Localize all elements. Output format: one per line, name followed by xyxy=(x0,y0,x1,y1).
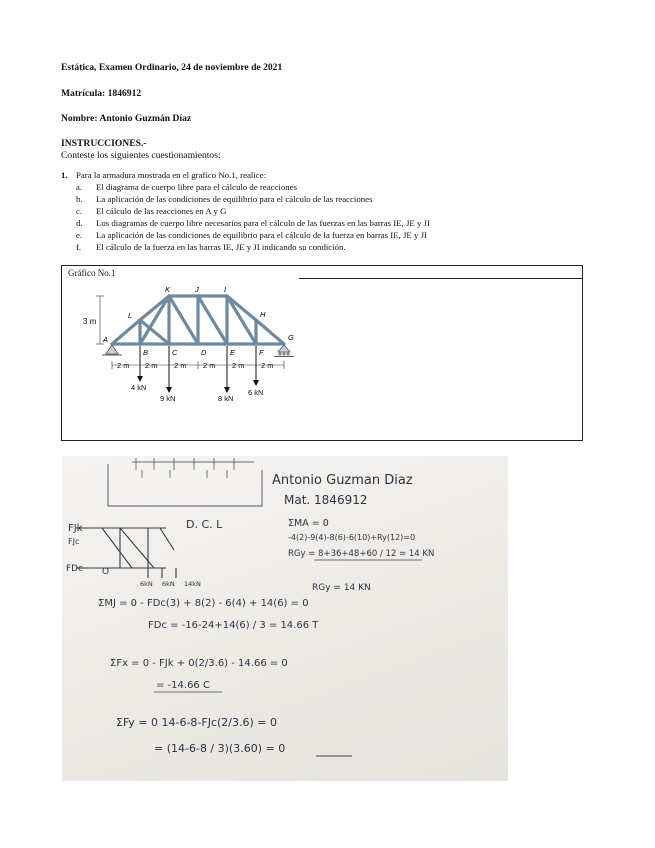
item-text: La aplicación de las condiciones de equilibrio para el cálculo de las reacciones xyxy=(96,194,373,204)
handwritten-notes xyxy=(62,456,508,781)
item-letter: a. xyxy=(76,182,83,192)
load-label: 9 kN xyxy=(160,394,176,403)
item-text: La aplicación de las condiciones de equilibrio para el cálculo de la fuerza en barras IE, JE y JI xyxy=(96,230,427,240)
hw-sum-m: ΣMA = 0 xyxy=(288,518,329,529)
height-label: 3 m xyxy=(83,317,97,326)
hw-mj: ΣMJ = 0 - FDc(3) + 8(2) - 6(4) + 14(6) = 0 xyxy=(98,598,309,609)
item-text: Los diagramas de cuerpo libre necesarios para el cálculo de las fuerzas en las barras IE, JE y JI xyxy=(96,218,430,228)
node-label: I xyxy=(224,285,227,294)
spacing-label: 2 m xyxy=(261,361,274,370)
hw-small-load: 14kN xyxy=(184,580,201,588)
item-text: El cálculo de las reacciones en A y G xyxy=(96,206,227,216)
hw-fdc-label: FDc xyxy=(66,564,84,574)
instructions-heading: INSTRUCCIONES.- xyxy=(61,138,147,149)
hw-fx-result: = -14.66 C xyxy=(156,680,210,691)
hw-fjk: FJk xyxy=(68,523,83,534)
truss-diagram xyxy=(72,284,372,434)
hw-matricula: Mat. 1846912 xyxy=(284,493,368,507)
item-letter: e. xyxy=(76,230,83,240)
hw-eq1: -4(2)-9(4)-8(6)-6(10)+Ry(12)=0 xyxy=(288,533,416,542)
item-letter: f. xyxy=(76,242,82,252)
spacing-label: 2 m xyxy=(232,361,245,370)
load-label: 6 kN xyxy=(248,388,264,397)
load-label: 8 kN xyxy=(218,394,234,403)
spacing-label: 2 m xyxy=(117,361,130,370)
figure-caption: Gráfico No.1 xyxy=(68,268,116,278)
item-letter: d. xyxy=(76,218,83,228)
hw-small-load: 6kN xyxy=(162,580,175,588)
hw-fx: ΣFx = 0 - FJk + 0(2/3.6) - 14.66 = 0 xyxy=(110,658,288,669)
spacing-label: 2 m xyxy=(174,361,187,370)
student-name: Nombre: Antonio Guzmán Díaz xyxy=(61,113,192,124)
question-text: Para la armadura mostrada en el grafico No.1, realice: xyxy=(76,170,267,180)
hw-o-label: O xyxy=(102,567,110,577)
hw-rgy: RGy = 14 KN xyxy=(312,583,371,593)
node-label: F xyxy=(259,348,264,357)
matricula: Matrícula: 1846912 xyxy=(61,88,142,99)
hw-fy-result: = (14-6-8 / 3)(3.60) = 0 xyxy=(154,742,286,755)
item-letter: b. xyxy=(76,194,83,204)
node-label: J xyxy=(195,285,199,294)
node-label: E xyxy=(230,348,236,357)
caption-divider xyxy=(299,278,582,279)
hw-small-load: 6kN xyxy=(140,580,153,588)
hw-fjc: FJc xyxy=(68,537,80,546)
hw-name: Antonio Guzman Diaz xyxy=(272,473,413,488)
hw-fdc: FDc = -16-24+14(6) / 3 = 14.66 T xyxy=(148,620,319,631)
hw-dcl: D. C. L xyxy=(186,518,223,531)
item-text: El cálculo de la fuerza en las barras IE, JE y JI indicando su condición. xyxy=(96,242,346,252)
item-text: El diagrama de cuerpo libre para el cálculo de reacciones xyxy=(96,182,297,192)
exam-title: Estática, Examen Ordinario, 24 de noviembre de 2021 xyxy=(61,62,283,73)
node-label: C xyxy=(172,348,178,357)
node-label: L xyxy=(128,311,133,320)
node-label: H xyxy=(260,310,266,319)
instructions-text: Conteste los siguientes cuestionamientos: xyxy=(61,150,221,161)
load-label: 4 kN xyxy=(131,383,147,392)
question-number: 1. xyxy=(61,170,68,180)
item-letter: c. xyxy=(76,206,83,216)
node-label: A xyxy=(103,335,109,344)
node-label: K xyxy=(165,285,171,294)
hw-eq2: RGy = 8+36+48+60 / 12 = 14 KN xyxy=(288,549,435,559)
hw-fy: ΣFy = 0 14-6-8-FJc(2/3.6) = 0 xyxy=(116,716,277,729)
node-label: B xyxy=(143,348,149,357)
node-label: G xyxy=(288,333,294,342)
node-label: D xyxy=(201,348,207,357)
spacing-label: 2 m xyxy=(203,361,216,370)
figure-box xyxy=(61,265,583,441)
spacing-label: 2 m xyxy=(145,361,158,370)
handwritten-solution-photo xyxy=(62,456,508,781)
